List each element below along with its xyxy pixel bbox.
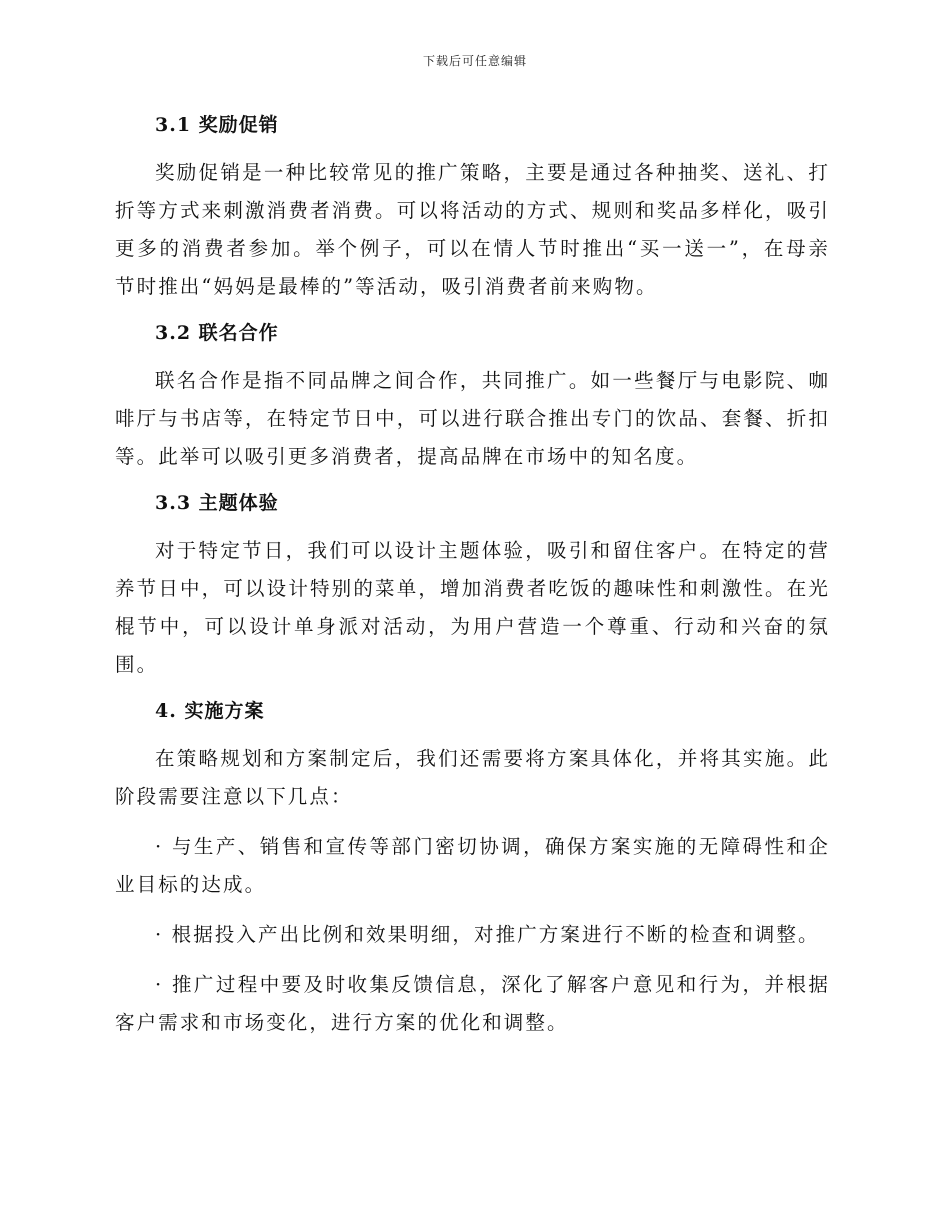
- page-header-note: 下载后可任意编辑: [422, 54, 527, 68]
- section-heading: 3.3 主题体验: [155, 492, 279, 514]
- bullet-item: · 根据投入产出比例和效果明细，对推广方案进行不断的检查和调整。: [155, 923, 820, 946]
- body-paragraph: 联名合作是指不同品牌之间合作，共同推广。如一些餐厅与电影院、咖啡厅与书店等，在特定节日中，可以进行联合推出专门的饮品、套餐、折扣等。此举可以吸引更多消费者，提高品牌在市场中的知名度。: [115, 369, 830, 468]
- bullet-item: · 与生产、销售和宣传等部门密切协调，确保方案实施的无障碍性和企业目标的达成。: [115, 835, 830, 896]
- bullet-item: · 推广过程中要及时收集反馈信息，深化了解客户意见和行为，并根据客户需求和市场变化，进行方案的优化和调整。: [115, 973, 830, 1034]
- body-paragraph: 奖励促销是一种比较常见的推广策略，主要是通过各种抽奖、送礼、打折等方式来刺激消费者消费。可以将活动的方式、规则和奖品多样化，吸引更多的消费者参加。举个例子，可以在情人节时推出“买一送一”，在母亲节时推出“妈妈是最棒的”等活动，吸引消费者前来购物。: [115, 161, 830, 298]
- body-paragraph: 对于特定节日，我们可以设计主题体验，吸引和留住客户。在特定的营养节日中，可以设计特别的菜单，增加消费者吃饭的趣味性和刺激性。在光棍节中，可以设计单身派对活动，为用户营造一个尊重、行动和兴奋的氛围。: [115, 539, 830, 676]
- document-body: [115, 110, 830, 1054]
- section-theme-experience: [115, 488, 830, 684]
- section-implementation-plan: [115, 696, 830, 1042]
- section-reward-promotion: [115, 110, 830, 306]
- section-heading: 3.2 联名合作: [155, 322, 279, 344]
- body-paragraph: 在策略规划和方案制定后，我们还需要将方案具体化，并将其实施。此阶段需要注意以下几点：: [115, 747, 830, 808]
- section-heading: 3.1 奖励促销: [155, 114, 279, 136]
- section-heading: 4. 实施方案: [155, 700, 265, 722]
- section-co-branding: [115, 318, 830, 476]
